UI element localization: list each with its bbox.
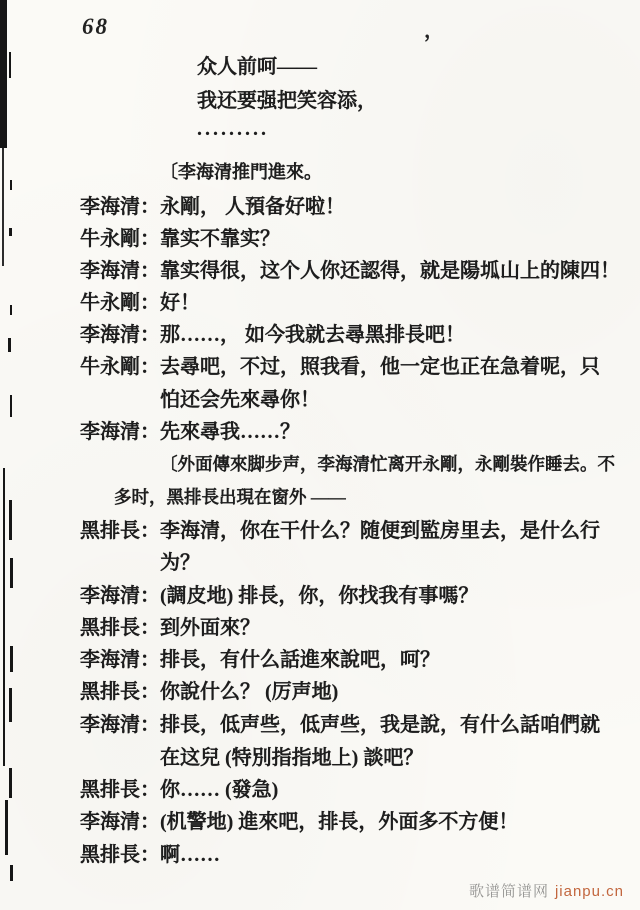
scan-artifact bbox=[10, 180, 12, 190]
text-line: 在这兒 (特別指指地上) 談吧？ bbox=[160, 747, 424, 769]
scan-artifact bbox=[3, 468, 5, 766]
text-line: ......... bbox=[197, 118, 269, 140]
scan-artifact bbox=[0, 0, 7, 148]
scan-artifact bbox=[2, 148, 4, 266]
text-line: 李海清：靠实得很，这个人你还認得，就是陽坬山上的陳四！ bbox=[80, 260, 620, 282]
text-line: 李海清：(机警地) 進來吧，排長，外面多不方便！ bbox=[80, 811, 519, 833]
text-line: 〔外面傳來脚步声，李海清忙离开永剛，永剛裝作睡去。不 bbox=[160, 454, 615, 474]
scan-artifact bbox=[10, 865, 13, 881]
scan-artifact bbox=[8, 338, 11, 352]
scan-artifact bbox=[9, 500, 12, 540]
stray-comma-mark: ， bbox=[424, 20, 444, 42]
text-line: 牛永剛：好！ bbox=[80, 292, 200, 314]
scan-artifact bbox=[10, 646, 13, 672]
watermark bbox=[469, 880, 624, 901]
text-line: 牛永剛：靠实不靠实？ bbox=[80, 228, 280, 250]
scan-artifact bbox=[10, 558, 13, 588]
text-line: 〔李海清推門進來。 bbox=[160, 162, 322, 182]
text-line: 黑排長：李海清，你在干什么？随便到監房里去，是什么行 bbox=[80, 520, 600, 542]
watermark-site-name: 歌谱简谱网 bbox=[468, 883, 549, 900]
scan-artifact bbox=[9, 228, 12, 236]
scan-artifact bbox=[10, 305, 12, 315]
page-number: 68 bbox=[82, 14, 109, 39]
text-line: 李海清：永剛， 人預备好啦！ bbox=[80, 196, 345, 218]
watermark-site-url: jianpu.cn bbox=[554, 883, 624, 900]
text-line: 多时，黑排長出現在窗外 —— bbox=[114, 487, 346, 507]
text-line: 李海清：(調皮地) 排長，你，你找我有事嗎？ bbox=[80, 585, 479, 607]
text-line: 怕还会先來尋你！ bbox=[160, 389, 320, 411]
scan-artifact bbox=[5, 800, 8, 855]
text-line: 为？ bbox=[160, 552, 200, 574]
text-line: 牛永剛：去尋吧，不过，照我看，他一定也正在急着呢，只 bbox=[80, 356, 600, 378]
text-line: 李海清：排長，低声些，低声些，我是說，有什么話咱們就 bbox=[80, 714, 600, 736]
text-line: 李海清：先來尋我……？ bbox=[80, 421, 300, 443]
text-line: 黑排長：你說什么？ (厉声地) bbox=[80, 681, 339, 703]
text-line: 黑排長：啊…… bbox=[80, 844, 220, 866]
scan-artifact bbox=[9, 688, 12, 722]
text-line: 黑排長：你…… (發急) bbox=[80, 779, 279, 801]
text-line: 李海清：排長，有什么話進來說吧，呵？ bbox=[80, 649, 440, 671]
scan-artifact bbox=[10, 395, 12, 417]
text-line: 众人前呵—— bbox=[197, 56, 317, 78]
scan-artifact bbox=[9, 768, 12, 798]
text-line: 李海清：那……， 如今我就去尋黑排長吧！ bbox=[80, 324, 465, 346]
text-line: 我还要强把笑容添， bbox=[197, 90, 377, 112]
scan-artifact bbox=[9, 52, 11, 78]
text-line: 黑排長：到外面來？ bbox=[80, 617, 260, 639]
